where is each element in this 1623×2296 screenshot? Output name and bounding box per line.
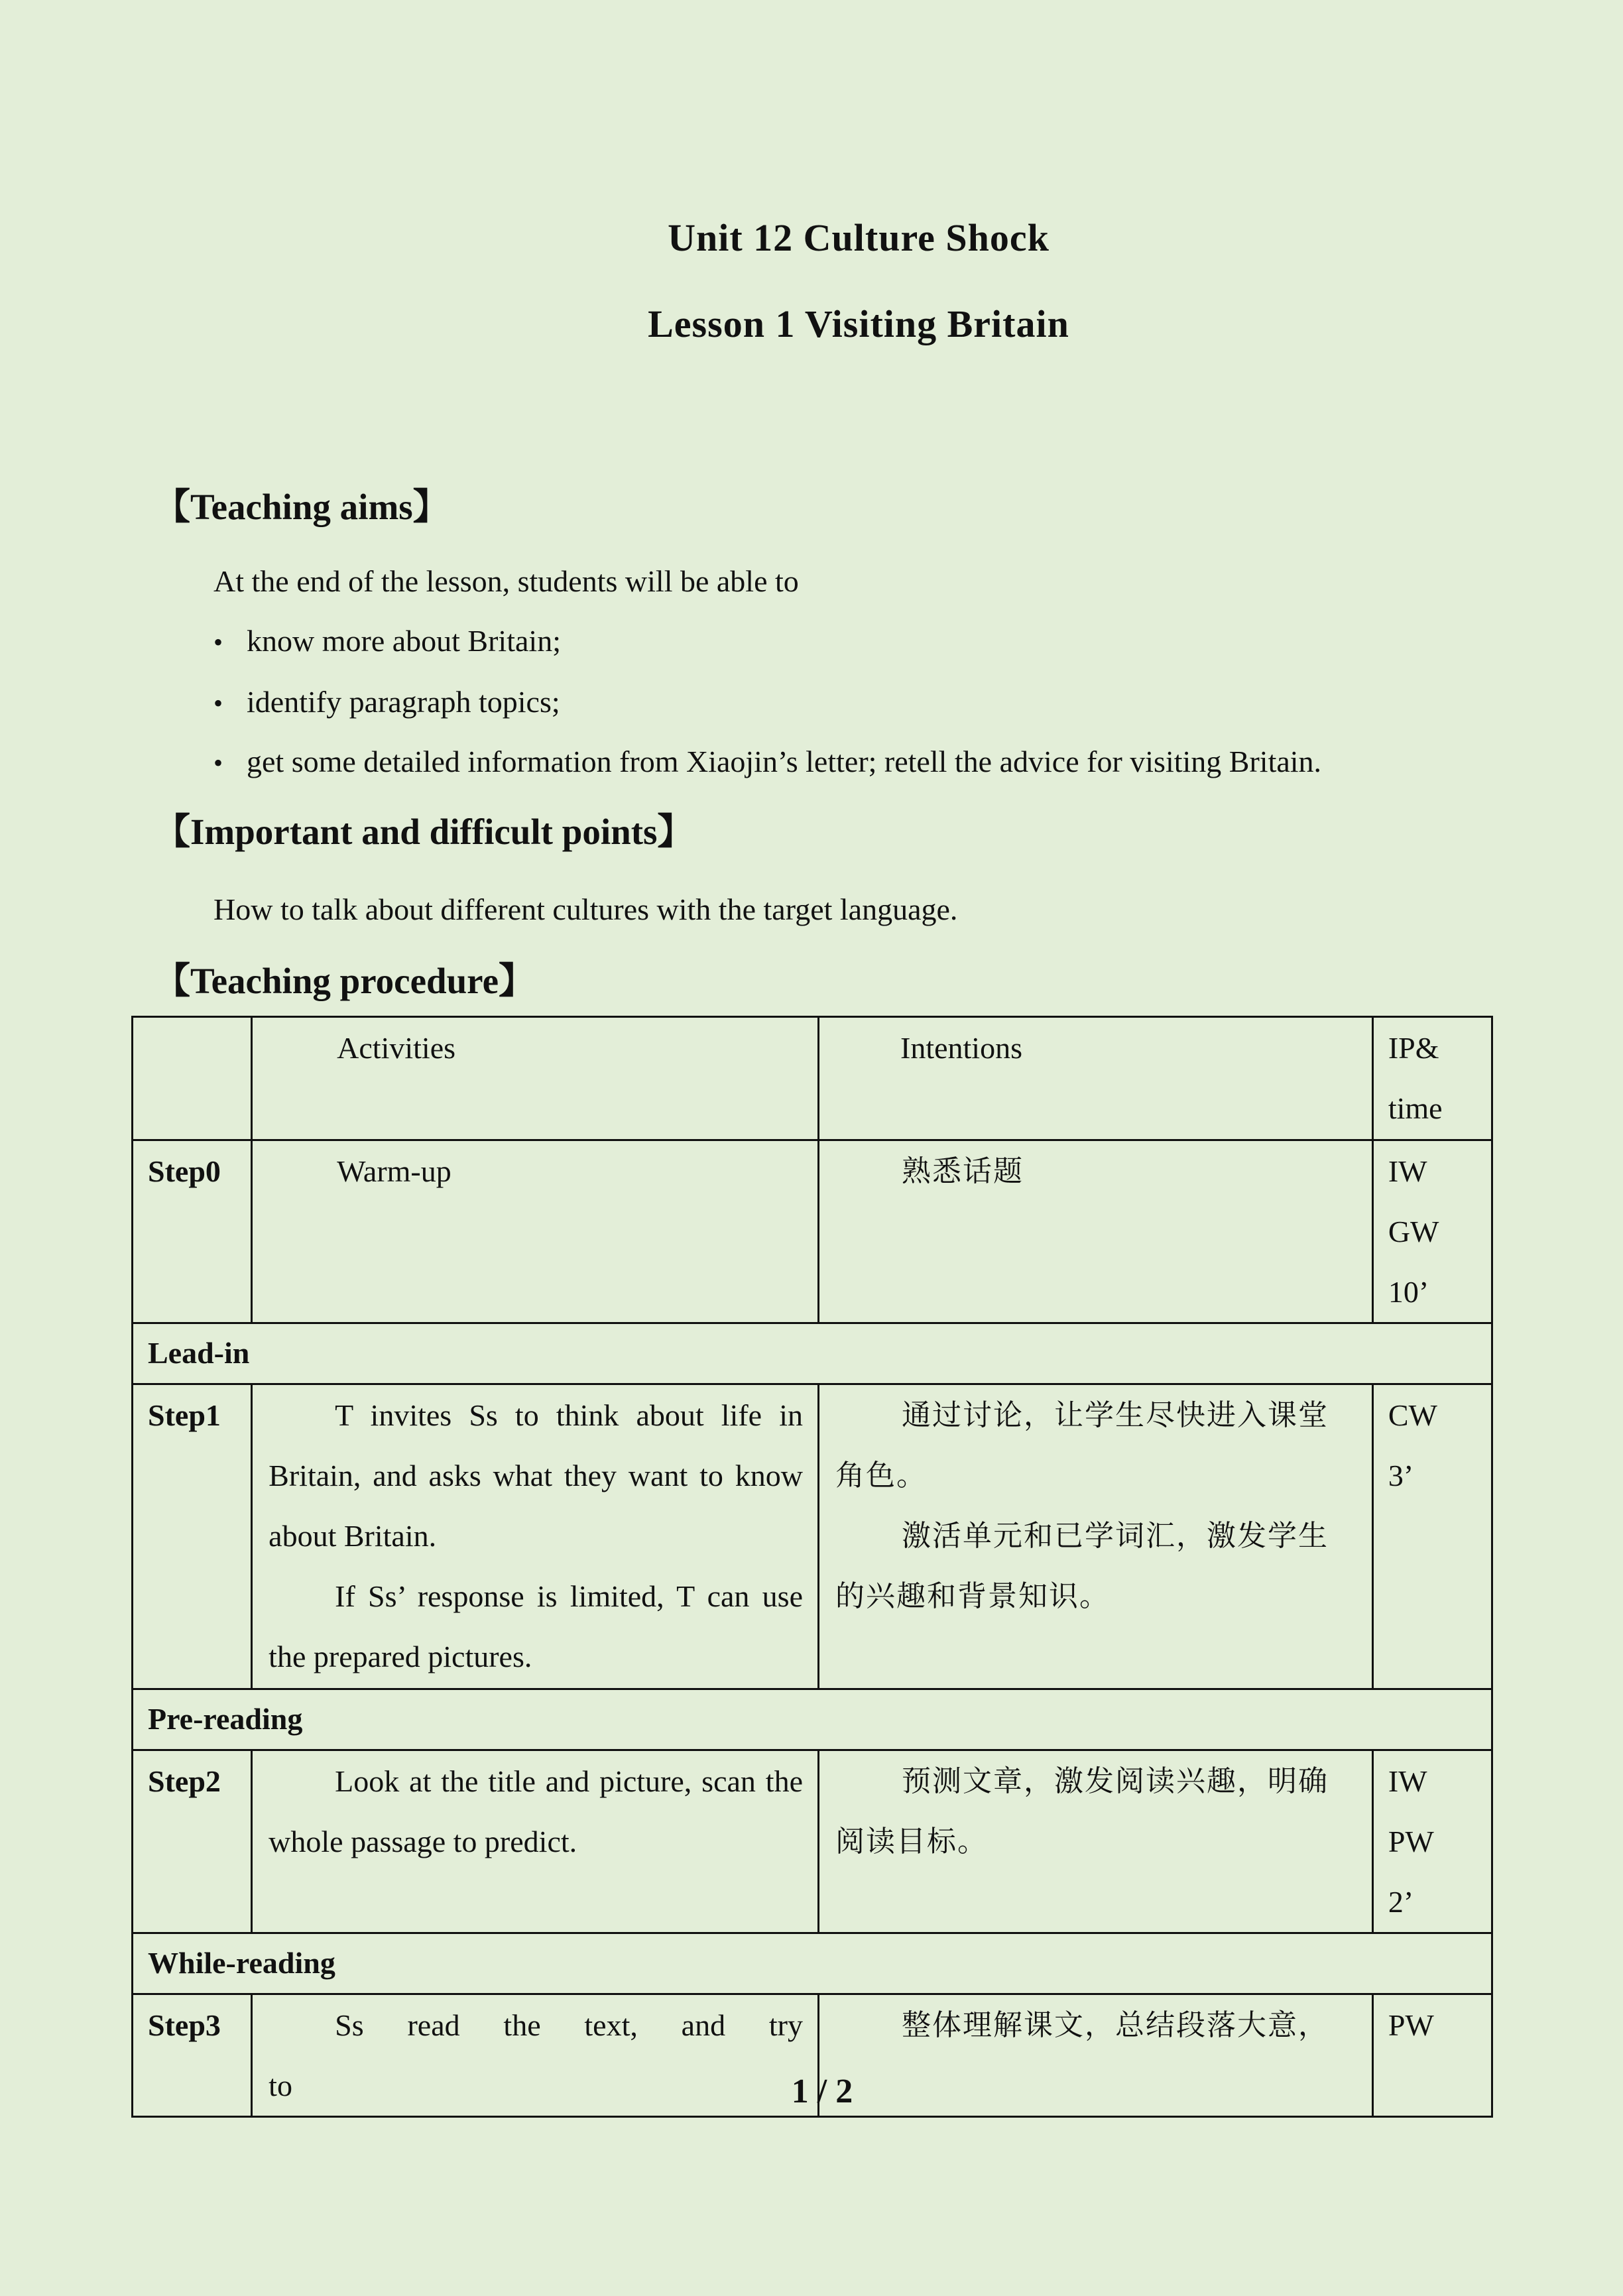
teaching-aims-heading: 【Teaching aims】	[154, 487, 450, 527]
important-points-text: How to talk about different cultures with the target language.	[213, 892, 958, 926]
table-row	[133, 1750, 1492, 1933]
step-intention: 整体理解课文，总结段落大意，	[819, 1994, 1373, 2117]
aims-intro: At the end of the lesson, students will be able to	[213, 564, 799, 598]
step-label: Step0	[133, 1140, 252, 1323]
stage-label: While-reading	[133, 1933, 1492, 1994]
header-ip-time: IP& time	[1372, 1017, 1492, 1140]
step-label: Step3	[133, 1994, 252, 2117]
table-row	[133, 1384, 1492, 1689]
step-ip-time: PW	[1372, 1994, 1492, 2117]
step-ip-time: CW 3’	[1372, 1384, 1492, 1689]
step-activity: Warm-up	[252, 1140, 819, 1323]
aim-bullet: • know more about Britain;	[213, 624, 561, 658]
step-ip-time: IW GW 10’	[1372, 1140, 1492, 1323]
step-intention: 熟悉话题	[819, 1140, 1373, 1323]
stage-label: Pre-reading	[133, 1689, 1492, 1750]
bullet-icon: •	[213, 748, 223, 778]
header-activities: Activities	[252, 1017, 819, 1140]
header-intentions: Intentions	[819, 1017, 1373, 1140]
step-label: Step2	[133, 1750, 252, 1933]
table-row	[133, 1140, 1492, 1323]
stage-row	[133, 1323, 1492, 1384]
step-intention: 通过讨论，让学生尽快进入课堂角色。 激活单元和已学词汇，激发学生的兴趣和背景知识。	[819, 1384, 1373, 1689]
aim-bullet: • identify paragraph topics;	[213, 685, 560, 719]
bullet-icon: •	[213, 627, 223, 657]
table-header-row	[133, 1017, 1492, 1140]
page-number: 1 / 2	[791, 2073, 853, 2110]
bullet-icon: •	[213, 688, 223, 718]
step-activity: T invites Ss to think about life in Britain, and asks what they want to know about Britain. If Ss’ response is limited, T can use the prepared pictures.	[252, 1384, 819, 1689]
stage-row	[133, 1689, 1492, 1750]
step-label: Step1	[133, 1384, 252, 1689]
header-empty-cell	[133, 1017, 252, 1140]
step-ip-time: IW PW 2’	[1372, 1750, 1492, 1933]
step-activity: Look at the title and picture, scan the whole passage to predict.	[252, 1750, 819, 1933]
unit-title: Unit 12 Culture Shock	[668, 216, 1050, 259]
stage-row	[133, 1933, 1492, 1994]
procedure-table	[131, 1016, 1493, 2118]
teaching-procedure-heading: 【Teaching procedure】	[154, 961, 536, 1001]
step-activity: Ss read the text, and try to	[252, 1994, 819, 2117]
stage-label: Lead-in	[133, 1323, 1492, 1384]
aim-bullet: • get some detailed information from Xiaojin’s letter; retell the advice for visiting Britain.	[213, 745, 1322, 778]
lesson-title: Lesson 1 Visiting Britain	[648, 302, 1069, 345]
step-intention: 预测文章，激发阅读兴趣，明确阅读目标。	[819, 1750, 1373, 1933]
important-points-heading: 【Important and difficult points】	[154, 812, 694, 852]
